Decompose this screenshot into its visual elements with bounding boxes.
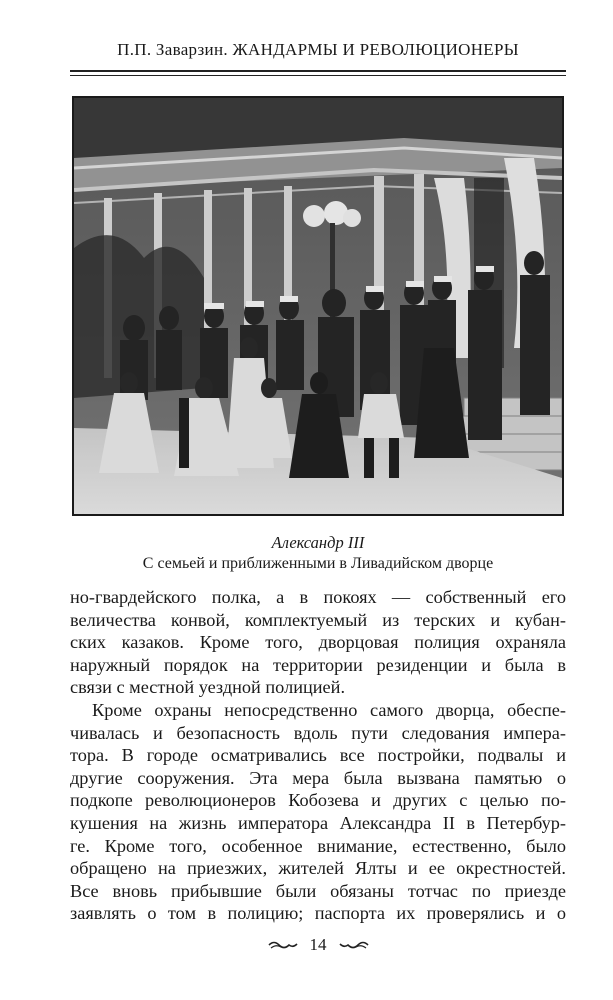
paragraph-2 xyxy=(70,699,566,925)
text-line: но-гвардейского полка, а в покоях — собственный его xyxy=(70,587,566,607)
header-rule-thick xyxy=(70,70,566,72)
text-line: чивалась и безопасность вдоль пути следования импера- xyxy=(70,722,566,743)
text-line: обращено на приезжих, жителей Ялты и ее окрестностей. xyxy=(70,858,566,879)
running-header: П.П. Заварзин. ЖАНДАРМЫ И РЕВОЛЮЦИОНЕРЫ xyxy=(117,40,519,59)
photo-illustration xyxy=(74,98,562,514)
header-rule-thin xyxy=(70,75,566,76)
text-line: Кроме охраны непосредственно самого дворца, обеспе- xyxy=(92,699,566,720)
text-line: ге. Кроме того, особенное внимание, естественно, было xyxy=(70,835,566,856)
text-line: наружный порядок на территории резиденции и была в xyxy=(70,654,566,675)
text-line: заявлять о том в полицию; паспорта их проверялись и о xyxy=(70,903,566,924)
ornament-right-icon xyxy=(339,939,369,951)
text-line: величества конвой, комплектуемый из терских и кубан- xyxy=(70,609,566,630)
group-photograph xyxy=(72,96,564,516)
text-line: другие сооружения. Эта мера была вызвана памятью о xyxy=(70,767,566,788)
figure-caption-subtitle: С семьей и приближенными в Ливадийском дворце xyxy=(142,555,494,572)
page-footer xyxy=(70,935,566,955)
text-line: ских казаков. Кроме того, дворцовая полиция охраняла xyxy=(70,632,566,653)
ornament-left-icon xyxy=(268,939,298,951)
page-number: 14 xyxy=(309,935,327,954)
text-line: связи с местной уездной полицией. xyxy=(70,677,346,698)
text-line: кушения на жизнь императора Александра II в Петербур- xyxy=(70,812,566,833)
body-text xyxy=(70,586,566,925)
text-line: Все вновь прибывшие были обязаны тотчас по приезде xyxy=(70,880,566,901)
figure-caption-title: Александр III xyxy=(271,533,365,552)
paragraph-1 xyxy=(70,586,566,699)
text-line: подкопе революционеров Кобозева и других с целью по- xyxy=(70,790,566,811)
text-line: тора. В городе осматривались все постройки, подвалы и xyxy=(70,745,566,766)
